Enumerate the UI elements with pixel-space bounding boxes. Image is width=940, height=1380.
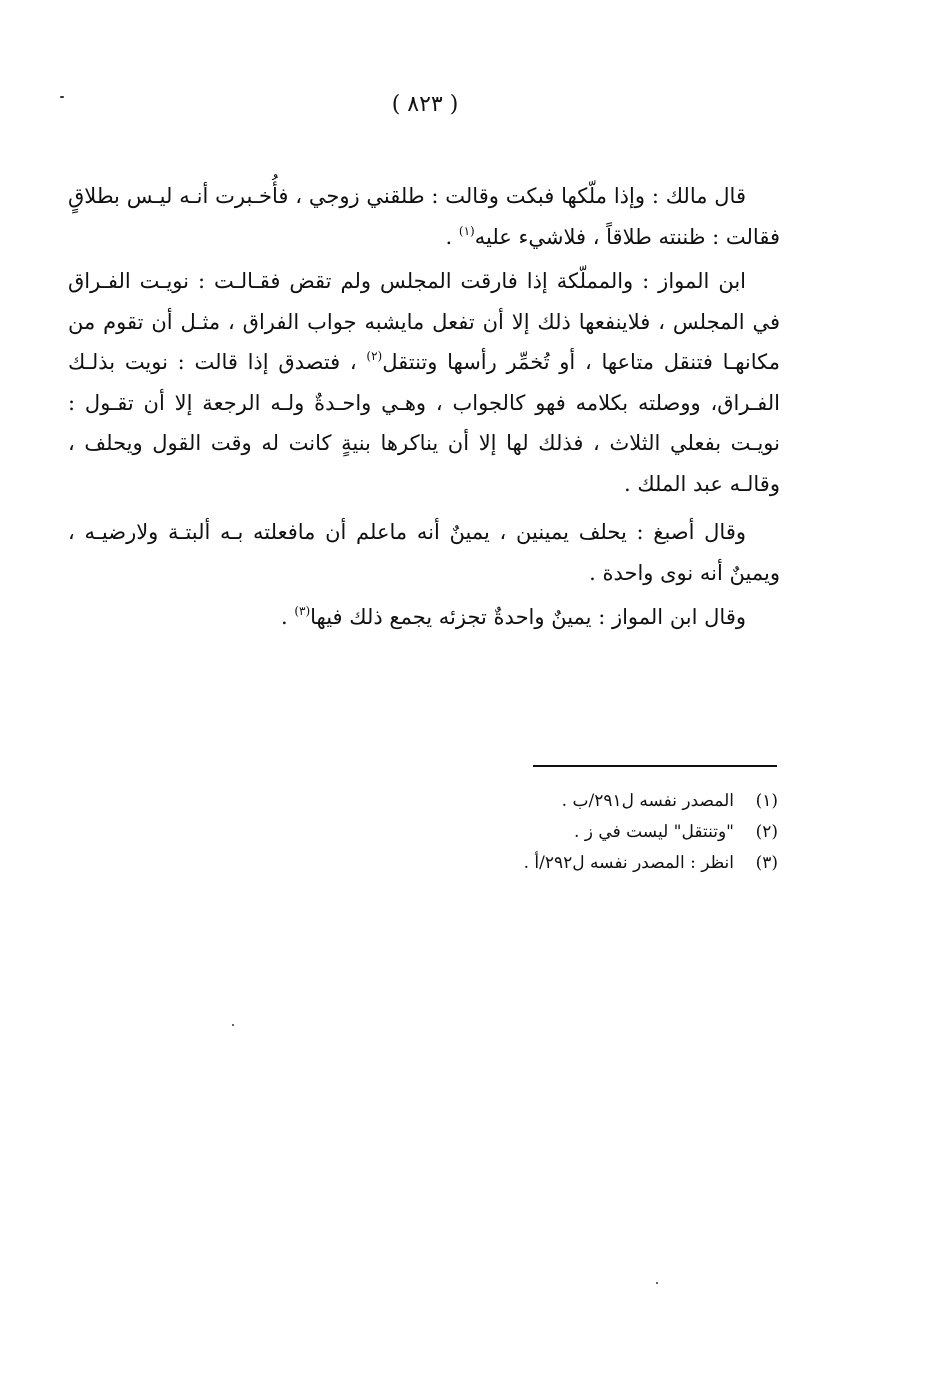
footnote-number: (١)	[755, 791, 778, 811]
paragraph-tail: .	[280, 605, 295, 629]
footnote-text: انظر : المصدر نفسه ل٢٩٢/أ .	[523, 853, 734, 873]
scan-speck	[60, 96, 64, 98]
paragraph-tail: .	[445, 224, 459, 249]
paragraph-text: ابن المواز : والمملّكة إذا فارقت المجلس ولم تقض فقـالـت : نويـت الفـراق في المجلس ، فلاينفعها ذلك إلا أن تفعل مايشبه جواب الفراق ، مثـل أن تقوم من مكانهـا فتنقل متاعها ، أو تُخمِّر رأسها وتنتقل	[68, 269, 780, 374]
scan-speck	[232, 1024, 234, 1026]
page-number: ( ٨٢٣ )	[391, 92, 459, 117]
paragraph-asbagh	[68, 512, 780, 593]
main-text	[68, 176, 780, 646]
footnote-item	[440, 786, 778, 817]
footnote-number: (٣)	[755, 853, 778, 873]
footnote-text: المصدر نفسه ل٢٩١/ب .	[561, 791, 734, 811]
footnote-ref-2: (٢)	[366, 349, 383, 363]
footnote-item	[440, 848, 778, 879]
paragraph-tail: ، فتصدق إذا قالت : نويت بذلـك الفـراق، ووصلته بكلامه فهو كالجواب ، وهـي واحـدةٌ ولـه الرجعة إلا أن تقـول : نويـت بفعلي الثلاث ، فذلك لها إلا أن يناكرها بنيةٍ كانت له وقت القول ويحلف ، وقالـه عبد الملك .	[68, 350, 780, 496]
footnote-number: (٢)	[755, 822, 778, 842]
paragraph-ibn-al-mawwaz	[68, 261, 780, 504]
footnote-ref-3: (٣)	[294, 604, 311, 618]
paragraph-ibn-al-mawwaz-2	[68, 597, 780, 638]
footnote-separator	[533, 765, 777, 767]
footnote-ref-1: (١)	[458, 223, 475, 238]
paragraph-text: قال مالك : وإذا ملّكها فبكت وقالت : طلقني زوجي ، فأُخـبرت أنـه ليـس بطلاقٍ فقالت : ظننته طلاقاً ، فلاشيء عليه	[68, 184, 780, 249]
footnotes	[440, 786, 778, 879]
scan-speck	[656, 1282, 658, 1284]
paragraph-text: وقال ابن المواز : يمينٌ واحدةٌ تجزئه يجمع ذلك فيها	[310, 605, 746, 629]
paragraph-text: وقال أصبغ : يحلف يمينين ، يمينٌ أنه ماعلم أن مافعلته بـه ألبتـة ولارضيـه ، ويمينٌ أنه نوى واحدة .	[68, 520, 780, 585]
footnote-text: "وتنتقل" ليست في ز .	[573, 822, 734, 842]
paragraph-malik	[68, 176, 780, 257]
footnote-item	[440, 817, 778, 848]
